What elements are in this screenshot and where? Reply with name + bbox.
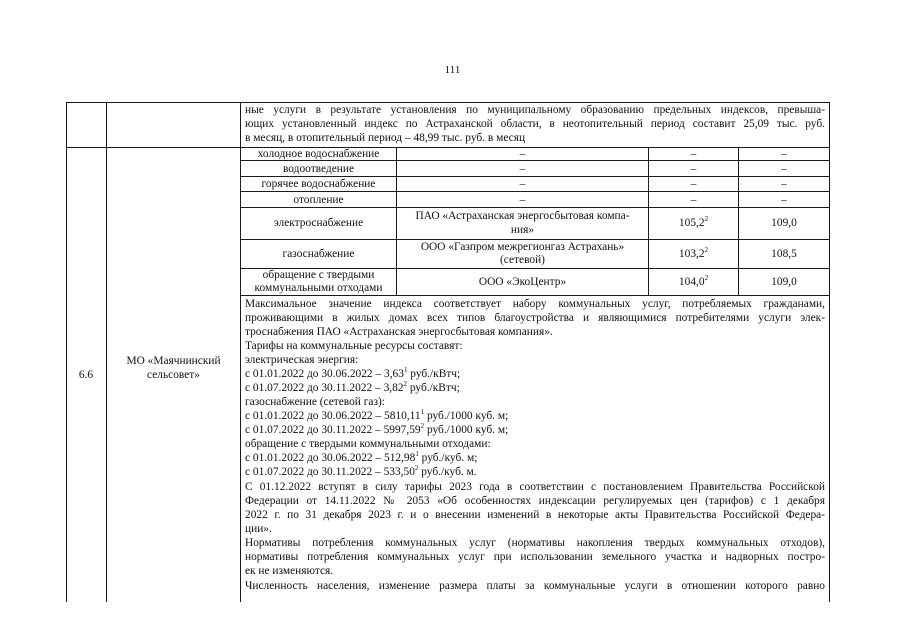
table-border-top [66, 102, 830, 103]
text-line: ции». [245, 523, 272, 535]
service-index-a: – [690, 148, 697, 160]
table-divider-name [240, 102, 241, 602]
service-name: газоснабжение [282, 248, 355, 260]
table-divider-number [106, 102, 107, 602]
service-provider-line2: (сетевой) [500, 254, 545, 266]
service-index-b: 108,5 [771, 248, 797, 260]
service-name: отопление [293, 194, 344, 206]
text-line: С 01.12.2022 вступят в силу тарифы 2023 года в соответствии с постановлением Правительства Российской [245, 481, 825, 493]
municipality-name-line1: МО «Маячнинский [126, 355, 221, 367]
service-name: холодное водоснабжение [257, 148, 380, 160]
text-line: 2022 г. по 31 декабря 2023 г. и о внесении изменений в некоторые акты Правительства Российской Федера- [245, 509, 825, 521]
service-name: водоотведение [283, 163, 354, 175]
table-border-left [66, 102, 67, 602]
service-index-b: – [781, 178, 787, 190]
subtable-row-line [240, 239, 830, 240]
waste-title: обращение с твердыми коммунальными отходами: [245, 438, 491, 450]
service-name-line2: коммунальными отходами [254, 282, 383, 294]
service-provider: ООО «ЭкоЦентр» [478, 276, 567, 288]
service-name-line1: обращение с твердыми [262, 269, 375, 281]
service-index-a: 103,2$^2$ [678, 246, 709, 260]
text-line: нормативы потребления коммунальных услуг при использовании земельного участка и надворных постро- [245, 551, 825, 563]
text-line: Нормативы потребления коммунальных услуг (нормативы накопления твердых коммунальных отходов), [245, 537, 825, 549]
page-number: 111 [444, 64, 461, 76]
service-name: горячее водоснабжение [261, 178, 376, 190]
gas-tariff: с 01.01.2022 до 30.06.2022 – 5810,11$^1$ руб./1000 куб. м; [245, 408, 509, 422]
service-provider: – [519, 148, 526, 160]
table-border-right [829, 102, 830, 602]
service-index-b: – [781, 148, 787, 160]
subtable-row-line [240, 176, 830, 177]
row-number: 6.6 [78, 369, 94, 381]
service-provider-line1: ООО «Газпром межрегионгаз Астрахань» [420, 241, 625, 253]
subtable-bottom [240, 295, 830, 296]
electricity-title: электрическая энергия: [245, 354, 359, 366]
service-name: электроснабжение [273, 217, 364, 229]
subtable-row-line [240, 191, 830, 192]
service-index-a: 104,0$^2$ [678, 274, 709, 288]
service-provider: – [519, 163, 526, 175]
service-provider: – [519, 178, 526, 190]
waste-tariff: с 01.07.2022 до 30.11.2022 – 533,50$^2$ руб./куб. м. [245, 464, 477, 478]
gas-title: газоснабжение (сетевой газ): [245, 396, 385, 408]
text-line: проживающими в жилых домах всех типов благоустройства и являющимися потребителями услуги элек- [245, 312, 825, 324]
service-index-a: – [690, 194, 697, 206]
service-index-a: – [690, 178, 697, 190]
service-provider-line2: ния» [510, 224, 535, 236]
waste-tariff: с 01.01.2022 до 30.06.2022 – 512,98$^1$ руб./куб. м; [245, 450, 478, 464]
service-provider-line1: ПАО «Астраханская энергосбытовая компа- [415, 210, 630, 222]
tariffs-title: Тарифы на коммунальные ресурсы составят: [245, 340, 463, 352]
service-index-b: 109,0 [771, 217, 797, 229]
electricity-tariff: с 01.01.2022 до 30.06.2022 – 3,63$^1$ руб./кВтч; [245, 366, 461, 380]
electricity-tariff: с 01.07.2022 до 30.11.2022 – 3,82$^2$ руб./кВтч; [245, 380, 460, 394]
service-index-a: 105,2$^2$ [678, 215, 709, 229]
text-line: Федерации от 14.11.2022 № 2053 «Об особенностях индексации регулируемых цен (тарифов) с 1 декабря [245, 495, 825, 507]
text-line: Численность населения, изменение размера платы за коммунальные услуги в отношении которого равно [245, 580, 825, 592]
service-provider: – [519, 194, 526, 206]
text-line: ек не изменяются. [245, 565, 334, 577]
text-line: в месяц, в отопительный период – 48,99 тыс. руб. в месяц [245, 132, 526, 144]
text-line: Максимальное значение индекса соответствует набору коммунальных услуг, потребляемых гражданами, [245, 298, 825, 310]
service-index-b: 109,0 [771, 276, 797, 288]
service-index-b: – [781, 163, 787, 175]
subtable-row-line [240, 207, 830, 208]
text-line: ющих установленный индекс по Астраханской области, в неотопительный период составит 25,09 тыс. руб. [245, 118, 825, 130]
gas-tariff: с 01.07.2022 до 30.11.2022 – 5997,59$^2$ руб./1000 куб. м; [245, 422, 509, 436]
service-index-b: – [781, 194, 787, 206]
service-index-a: – [690, 163, 697, 175]
text-line: ные услуги в результате установления по муниципальному образованию предельных индексов, превыша- [245, 104, 825, 116]
text-line: троснабжения ПАО «Астраханская энергосбытовая компания». [245, 326, 553, 338]
municipality-name-line2: сельсовет» [147, 369, 200, 381]
